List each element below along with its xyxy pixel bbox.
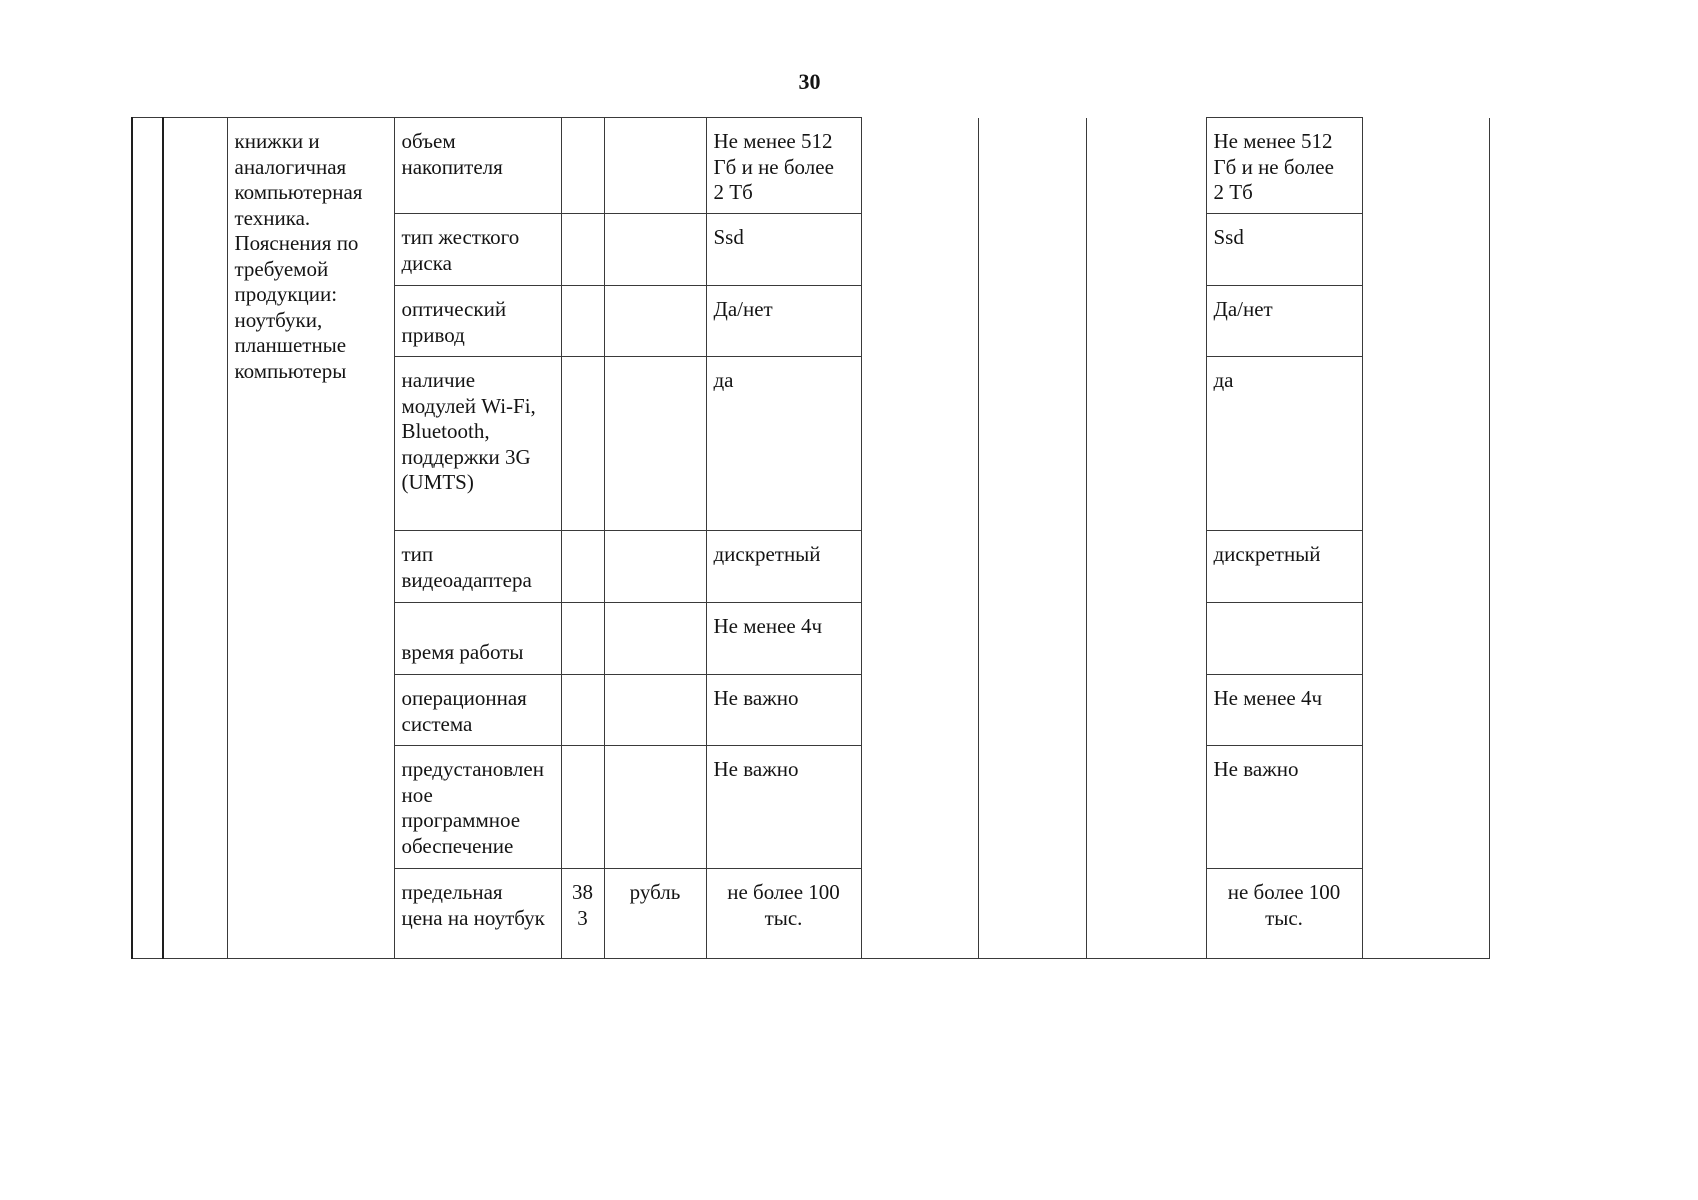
category-cell: книжки и аналогичная компьютерная техника. Пояснения по требуемой продукции: ноутбуки, планшетные компьютеры — [227, 118, 394, 959]
unit-code-cell — [561, 214, 604, 286]
approved-value-cell: да — [1206, 357, 1362, 531]
value-cell: Ssd — [706, 214, 861, 286]
characteristic-cell: время работы — [394, 603, 561, 675]
spec-table — [131, 117, 1490, 959]
unit-name-cell — [604, 675, 706, 746]
approved-value-cell: Да/нет — [1206, 286, 1362, 357]
unit-code-cell — [561, 603, 604, 675]
unit-code-cell: 38 3 — [561, 869, 604, 959]
characteristic-cell: оптический привод — [394, 286, 561, 357]
unit-name-cell — [604, 603, 706, 675]
value-cell: да — [706, 357, 861, 531]
unit-code-cell — [561, 675, 604, 746]
unit-name-cell — [604, 118, 706, 214]
value-cell: Да/нет — [706, 286, 861, 357]
value-cell: Не важно — [706, 675, 861, 746]
approved-value-cell: не более 100 тыс. — [1206, 869, 1362, 959]
unit-name-cell — [604, 286, 706, 357]
unit-name-cell — [604, 531, 706, 603]
approved-value-cell — [1206, 603, 1362, 675]
unit-code-cell — [561, 357, 604, 531]
approved-value-cell: Не менее 512 Гб и не более 2 Тб — [1206, 118, 1362, 214]
empty-column-cell — [978, 118, 1086, 959]
empty-column-cell — [1362, 118, 1489, 959]
approved-value-cell: Не менее 4ч — [1206, 675, 1362, 746]
approved-value-cell: Не важно — [1206, 746, 1362, 869]
unit-name-cell — [604, 357, 706, 531]
approved-value-cell: дискретный — [1206, 531, 1362, 603]
code-cell — [163, 118, 227, 959]
table-row — [132, 118, 1489, 214]
value-cell: Не важно — [706, 746, 861, 869]
unit-code-cell — [561, 286, 604, 357]
characteristic-cell: предельная цена на ноутбук — [394, 869, 561, 959]
unit-name-cell — [604, 746, 706, 869]
characteristic-cell: объем накопителя — [394, 118, 561, 214]
value-cell: дискретный — [706, 531, 861, 603]
value-cell: не более 100 тыс. — [706, 869, 861, 959]
row-number-cell — [132, 118, 163, 959]
characteristic-cell: предустановлен ное программное обеспечение — [394, 746, 561, 869]
value-cell: Не менее 4ч — [706, 603, 861, 675]
value-cell: Не менее 512 Гб и не более 2 Тб — [706, 118, 861, 214]
characteristic-cell: наличие модулей Wi-Fi, Bluetooth, поддержки 3G (UMTS) — [394, 357, 561, 531]
characteristic-cell: тип видеоадаптера — [394, 531, 561, 603]
characteristic-cell: тип жесткого диска — [394, 214, 561, 286]
unit-name-cell — [604, 214, 706, 286]
unit-code-cell — [561, 118, 604, 214]
unit-code-cell — [561, 531, 604, 603]
empty-column-cell — [861, 118, 978, 959]
unit-code-cell — [561, 746, 604, 869]
page-number: 30 — [798, 69, 821, 94]
characteristic-cell: операционная система — [394, 675, 561, 746]
empty-column-cell — [1086, 118, 1206, 959]
unit-name-cell: рубль — [604, 869, 706, 959]
approved-value-cell: Ssd — [1206, 214, 1362, 286]
